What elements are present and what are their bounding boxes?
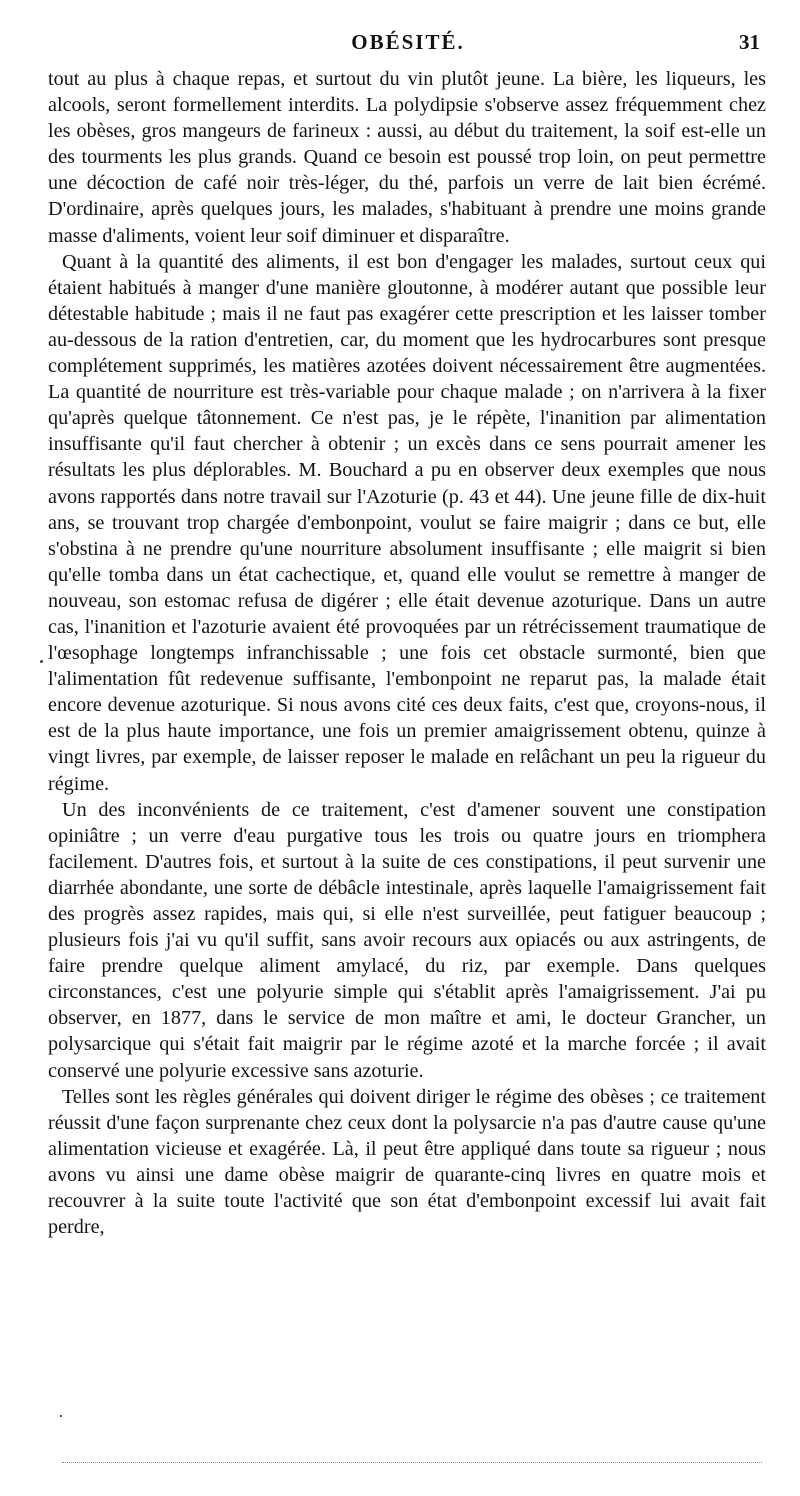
paragraph-quantity: Quant à la quantité des aliments, il est bon d'engager les malades, surtout ceux qui étaient habitués à manger d'une manière gloutonne, à modérer autant que possible leur détestable habitude ; mais il ne faut pas exagérer cette prescription et les laisser tomber au-dessous de la ration d'entretien, car, du moment que les hydrocarbures sont presque complétement supprimés, les matières azotées doivent nécessairement être augmentées. La quantité de nourriture est très-variable pour chaque malade ; on n'arrivera à la fixer qu'après quelque tâtonnement. Ce n'est pas, je le répète, l'inanition par alimentation insuffisante qu'il faut chercher à obtenir ; un excès dans ce sens pourrait amener les résultats les plus déplorables. M. Bouchard a pu en observer deux exemples que nous avons rapportés dans notre travail sur l'Azoturie (p. 43 et 44). Une jeune fille de dix-huit ans, se trouvant trop chargée d'embonpoint, voulut se faire maigrir ; dans ce but, elle s'obstina à ne prendre qu'une nourriture absolument insuffisante ; elle maigrit si bien qu'elle tomba dans un état cachectique, et, quand elle voulut se remettre à manger de nouveau, son estomac refusa de digérer ; elle était devenue azoturique. Dans un autre cas, l'inanition et l'azoturie avaient été provoquées par un rétrécissement traumatique de l'œsophage longtemps infranchissable ; une fois cet obstacle surmonté, bien que l'alimentation fût redevenue suffisante, l'embonpoint ne reparut pas, la malade était encore devenue azoturique. Si nous avons cité ces deux faits, c'est que, croyons-nous, il est de la plus haute importance, une fois un premier amaigrissement obtenu, quinze à vingt livres, par exemple, de laisser reposer le malade en relâchant un peu la rigueur du régime.	[48, 250, 766, 795]
margin-speck	[40, 660, 43, 663]
bottom-dotted-rule	[62, 1462, 762, 1463]
paragraph-conclusion: Telles sont les règles générales qui doivent diriger le régime des obèses ; ce traitement réussit d'une façon surprenante chez ceux dont la polysarcie n'a pas d'autre cause qu'une alimentation vicieuse et exagérée. Là, il peut être appliqué dans toute sa rigueur ; nous avons vu ainsi une dame obèse maigrir de quarante-cinq livres en quatre mois et recouvrer à la suite toute l'activité que son état d'embonpoint excessif lui avait fait perdre,	[48, 1085, 766, 1239]
running-head	[48, 30, 768, 58]
running-title: OBÉSITÉ.	[351, 30, 465, 54]
body-text	[48, 66, 766, 1240]
paragraph-inconvenients: Un des inconvénients de ce traitement, c'est d'amener souvent une constipation opiniâtre ; un verre d'eau purgative tous les trois ou quatre jours en triomphera facilement. D'autres fois, et surtout à la suite de ces constipations, il peut survenir une diarrhée abondante, une sorte de débâcle intestinale, après laquelle l'amaigrissement fait des progrès assez rapides, mais qui, si elle n'est surveillée, peut fatiguer beaucoup ; plusieurs fois j'ai vu qu'il suffit, sans avoir recours aux opiacés ou aux astringents, de faire prendre quelque aliment amylacé, du riz, par exemple. Dans quelques circonstances, c'est une polyurie simple qui s'établit après l'amaigrissement. J'ai pu observer, en 1877, dans le service de mon maître et ami, le docteur Grancher, un polysarcique qui s'était fait maigrir par le régime azoté et la marche forcée ; il avait conservé une polyurie excessive sans azoturie.	[48, 798, 766, 1082]
page-number: 31	[739, 30, 760, 54]
stray-speck	[60, 1415, 62, 1417]
paragraph-continuation: tout au plus à chaque repas, et surtout du vin plutôt jeune. La bière, les liqueurs, les alcools, seront formellement interdits. La polydipsie s'observe assez fréquemment chez les obèses, gros mangeurs de farineux : aussi, au début du traitement, la soif est-elle un des tourments les plus grands. Quand ce besoin est poussé trop loin, on peut permettre une décoction de café noir très-léger, du thé, parfois un verre de lait bien écrémé. D'ordinaire, après quelques jours, les malades, s'habituant à prendre une moins grande masse d'aliments, voient leur soif diminuer et disparaître.	[48, 68, 766, 247]
